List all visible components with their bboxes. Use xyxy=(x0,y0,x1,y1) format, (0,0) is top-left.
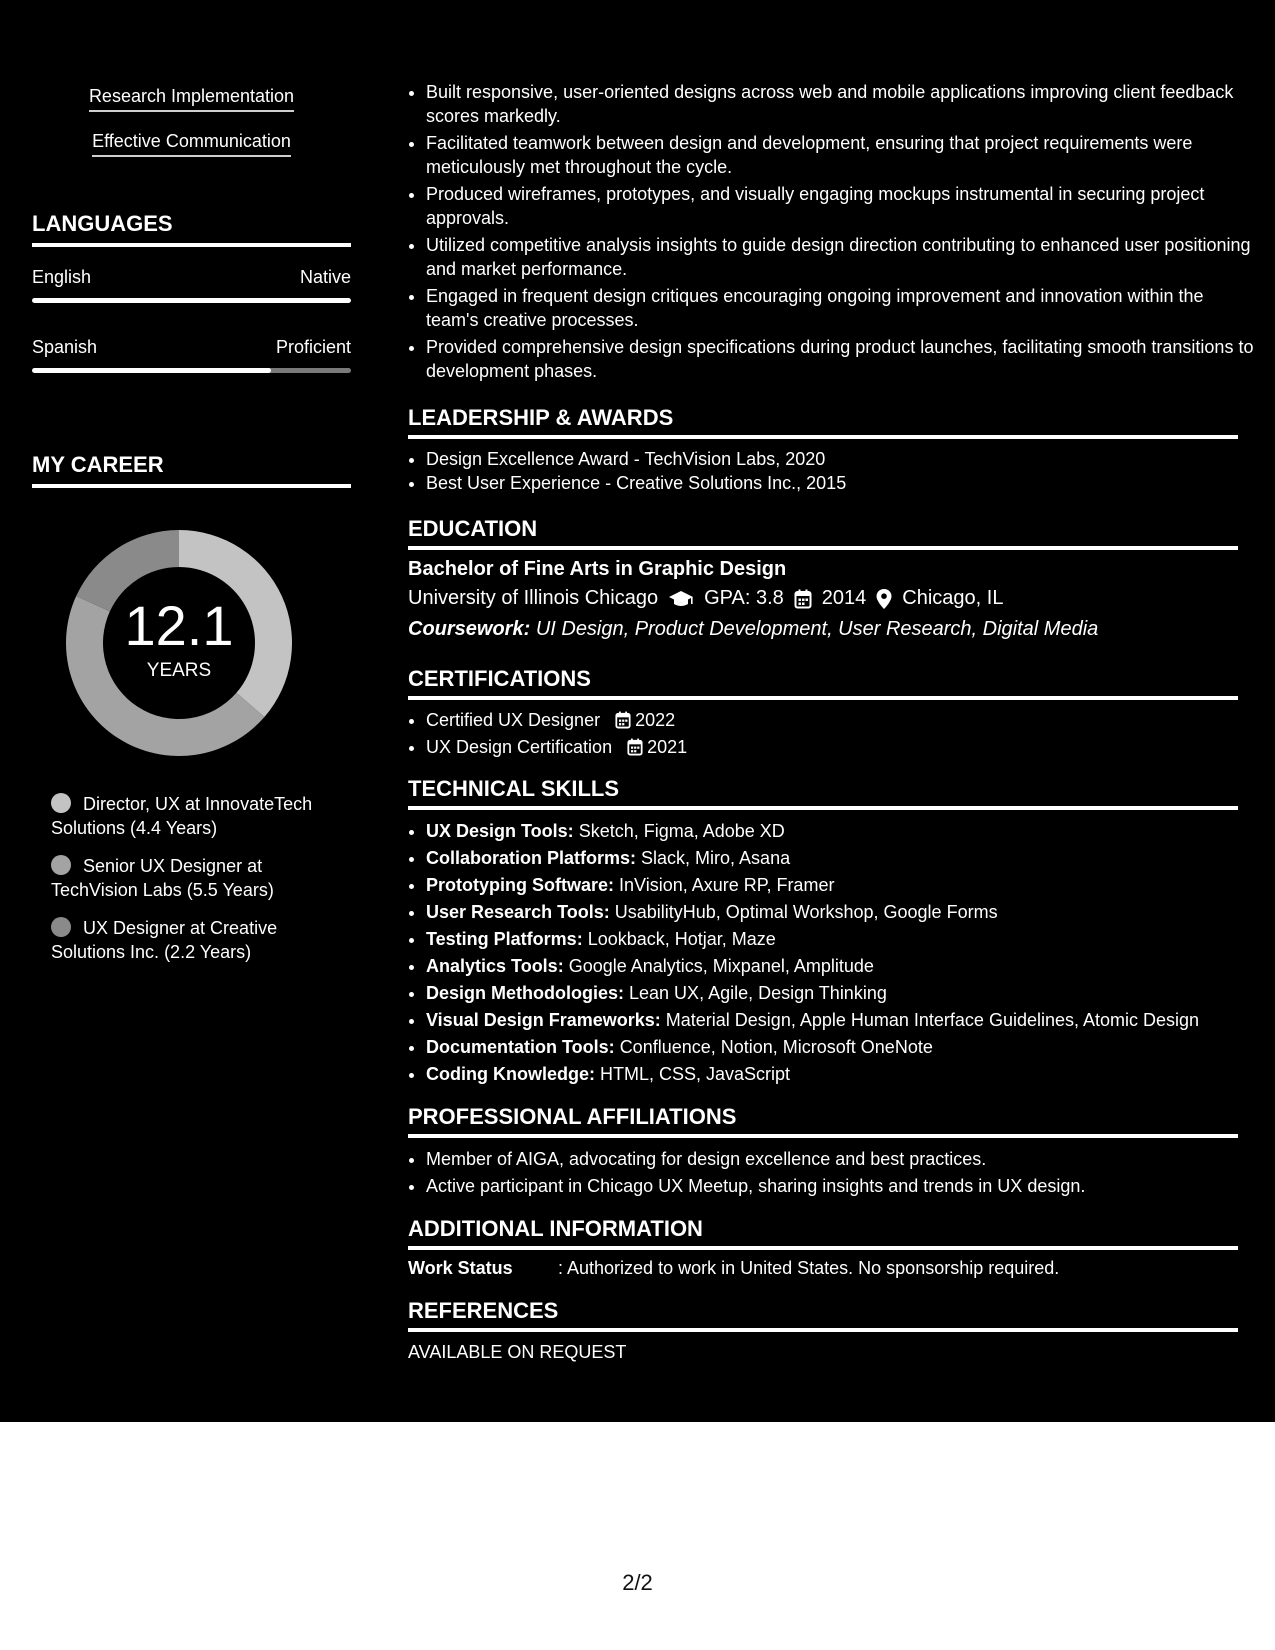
career-total-unit: YEARS xyxy=(146,660,212,681)
career-total-years: 12.1 xyxy=(124,594,234,657)
skill-item xyxy=(426,1007,1238,1034)
skill-category: Prototyping Software: xyxy=(426,875,614,895)
career-legend xyxy=(32,792,351,964)
certification-name: UX Design Certification xyxy=(426,737,613,757)
skill-values: Lean UX, Agile, Design Thinking xyxy=(629,983,887,1003)
experience-bullet: • Utilized competitive analysis insights to guide design direction contributing to enhanced user positioning and market performance. xyxy=(426,233,1256,281)
work-status-label: Work Status xyxy=(408,1258,513,1278)
references-section xyxy=(408,1298,1238,1363)
legend-dot xyxy=(51,855,71,875)
career-item-label: Director, UX at InnovateTech Solutions (4.4 Years) xyxy=(51,794,313,838)
career-item xyxy=(51,916,351,964)
gpa: GPA: 3.8 xyxy=(704,587,784,609)
affiliations-heading: PROFESSIONAL AFFILIATIONS xyxy=(408,1104,1238,1138)
language-bar-fill xyxy=(32,368,271,373)
skill-values: Sketch, Figma, Adobe XD xyxy=(578,821,785,841)
skill-category: Coding Knowledge: xyxy=(426,1064,595,1084)
languages-heading: LANGUAGES xyxy=(32,211,351,247)
awards-heading: LEADERSHIP & AWARDS xyxy=(408,405,1238,439)
education-heading: EDUCATION xyxy=(408,516,1238,550)
certification-year: 2022 xyxy=(635,710,676,730)
languages-section xyxy=(32,211,351,373)
career-item xyxy=(51,792,351,840)
skill-category: Documentation Tools: xyxy=(426,1037,615,1057)
language-item xyxy=(32,337,351,373)
location-pin-icon xyxy=(876,589,892,609)
skill-values: InVision, Axure RP, Framer xyxy=(619,875,835,895)
skill-item xyxy=(426,845,1238,872)
experience-bullet: • Built responsive, user-oriented designs across web and mobile applications improving client feedback scores markedly. xyxy=(426,80,1256,128)
skill-item xyxy=(426,1061,1238,1088)
skill-category: Testing Platforms: xyxy=(426,929,583,949)
education-section xyxy=(408,516,1238,641)
skill-values: Material Design, Apple Human Interface Guidelines, Atomic Design xyxy=(665,1010,1200,1030)
work-status-value: : Authorized to work in United States. No sponsorship required. xyxy=(558,1258,1060,1278)
references-heading: REFERENCES xyxy=(408,1298,1238,1332)
school-location: Chicago, IL xyxy=(902,587,1004,609)
language-name: English xyxy=(32,267,92,287)
legend-dot xyxy=(51,793,71,813)
calendar-icon xyxy=(615,711,631,735)
legend-dot xyxy=(51,917,71,937)
school-name: University of Illinois Chicago xyxy=(408,587,659,609)
certification-name: Certified UX Designer xyxy=(426,710,601,730)
calendar-icon xyxy=(627,738,643,762)
affiliations-section xyxy=(408,1104,1238,1200)
references-text: AVAILABLE ON REQUEST xyxy=(408,1342,627,1362)
certification-item xyxy=(426,735,1238,762)
calendar-icon xyxy=(794,589,812,609)
skill-item xyxy=(426,926,1238,953)
coursework-label: Coursework: xyxy=(408,618,531,640)
language-bar xyxy=(32,368,351,373)
skill-category: Collaboration Platforms: xyxy=(426,848,637,868)
skill-item xyxy=(426,899,1238,926)
skill-values: HTML, CSS, JavaScript xyxy=(600,1064,791,1084)
degree-title: Bachelor of Fine Arts in Graphic Design xyxy=(408,558,787,580)
skill-item xyxy=(426,953,1238,980)
skill-item xyxy=(426,1034,1238,1061)
skill-values: Confluence, Notion, Microsoft OneNote xyxy=(619,1037,933,1057)
awards-section xyxy=(408,405,1238,495)
career-heading: MY CAREER xyxy=(32,452,351,488)
affiliation-item: • Active participant in Chicago UX Meetup, sharing insights and trends in UX design. xyxy=(426,1173,1238,1200)
award-item: • Best User Experience - Creative Solutions Inc., 2015 xyxy=(426,471,1238,495)
skill-tag: Research Implementation xyxy=(89,86,294,112)
skill-category: Visual Design Frameworks: xyxy=(426,1010,661,1030)
affiliation-item: • Member of AIGA, advocating for design excellence and best practices. xyxy=(426,1146,1238,1173)
skill-item xyxy=(426,818,1238,845)
career-donut-chart xyxy=(66,530,292,756)
skill-category: Analytics Tools: xyxy=(426,956,564,976)
skill-item xyxy=(426,980,1238,1007)
language-level: Native xyxy=(299,267,351,287)
career-section xyxy=(32,452,351,978)
experience-bullet: • Facilitated teamwork between design and development, ensuring that project requirements were meticulously met throughout the cycle. xyxy=(426,131,1256,179)
certifications-heading: CERTIFICATIONS xyxy=(408,666,1238,700)
skill-values: Google Analytics, Mixpanel, Amplitude xyxy=(568,956,874,976)
skill-category: UX Design Tools: xyxy=(426,821,574,841)
skill-item xyxy=(426,872,1238,899)
certifications-section xyxy=(408,666,1238,762)
career-item-label: Senior UX Designer at TechVision Labs (5.5 Years) xyxy=(51,856,274,900)
skill-values: Lookback, Hotjar, Maze xyxy=(587,929,776,949)
certification-year: 2021 xyxy=(647,737,688,757)
experience-bullet: • Produced wireframes, prototypes, and visually engaging mockups instrumental in securing project approvals. xyxy=(426,182,1256,230)
experience-bullets xyxy=(408,80,1256,386)
additional-info-section xyxy=(408,1216,1238,1279)
work-status-row xyxy=(408,1258,1238,1279)
career-item-label: UX Designer at Creative Solutions Inc. (2.2 Years) xyxy=(51,918,278,962)
graduation-year: 2014 xyxy=(821,587,867,609)
language-item xyxy=(32,267,351,303)
award-item: • Design Excellence Award - TechVision Labs, 2020 xyxy=(426,447,1238,471)
experience-bullet: • Engaged in frequent design critiques encouraging ongoing improvement and innovation within the team's creative processes. xyxy=(426,284,1256,332)
graduation-cap-icon xyxy=(668,589,694,609)
skill-tag: Effective Communication xyxy=(92,131,291,157)
skill-values: UsabilityHub, Optimal Workshop, Google Forms xyxy=(614,902,998,922)
skill-values: Slack, Miro, Asana xyxy=(641,848,791,868)
experience-bullet: • Provided comprehensive design specifications during product launches, facilitating smooth transitions to development phases. xyxy=(426,335,1256,383)
coursework xyxy=(408,618,1238,641)
certification-item xyxy=(426,708,1238,735)
language-bar xyxy=(32,298,351,303)
language-bar-fill xyxy=(32,298,351,303)
technical-skills-heading: TECHNICAL SKILLS xyxy=(408,776,1238,810)
additional-info-heading: ADDITIONAL INFORMATION xyxy=(408,1216,1238,1250)
page-number: 2/2 xyxy=(622,1570,653,1595)
career-item xyxy=(51,854,351,902)
coursework-list: UI Design, Product Development, User Research, Digital Media xyxy=(535,618,1099,640)
skill-category: User Research Tools: xyxy=(426,902,610,922)
skill-category: Design Methodologies: xyxy=(426,983,624,1003)
language-level: Proficient xyxy=(275,337,351,357)
education-meta xyxy=(408,587,1238,610)
language-name: Spanish xyxy=(32,337,98,357)
technical-skills-section xyxy=(408,776,1238,1088)
